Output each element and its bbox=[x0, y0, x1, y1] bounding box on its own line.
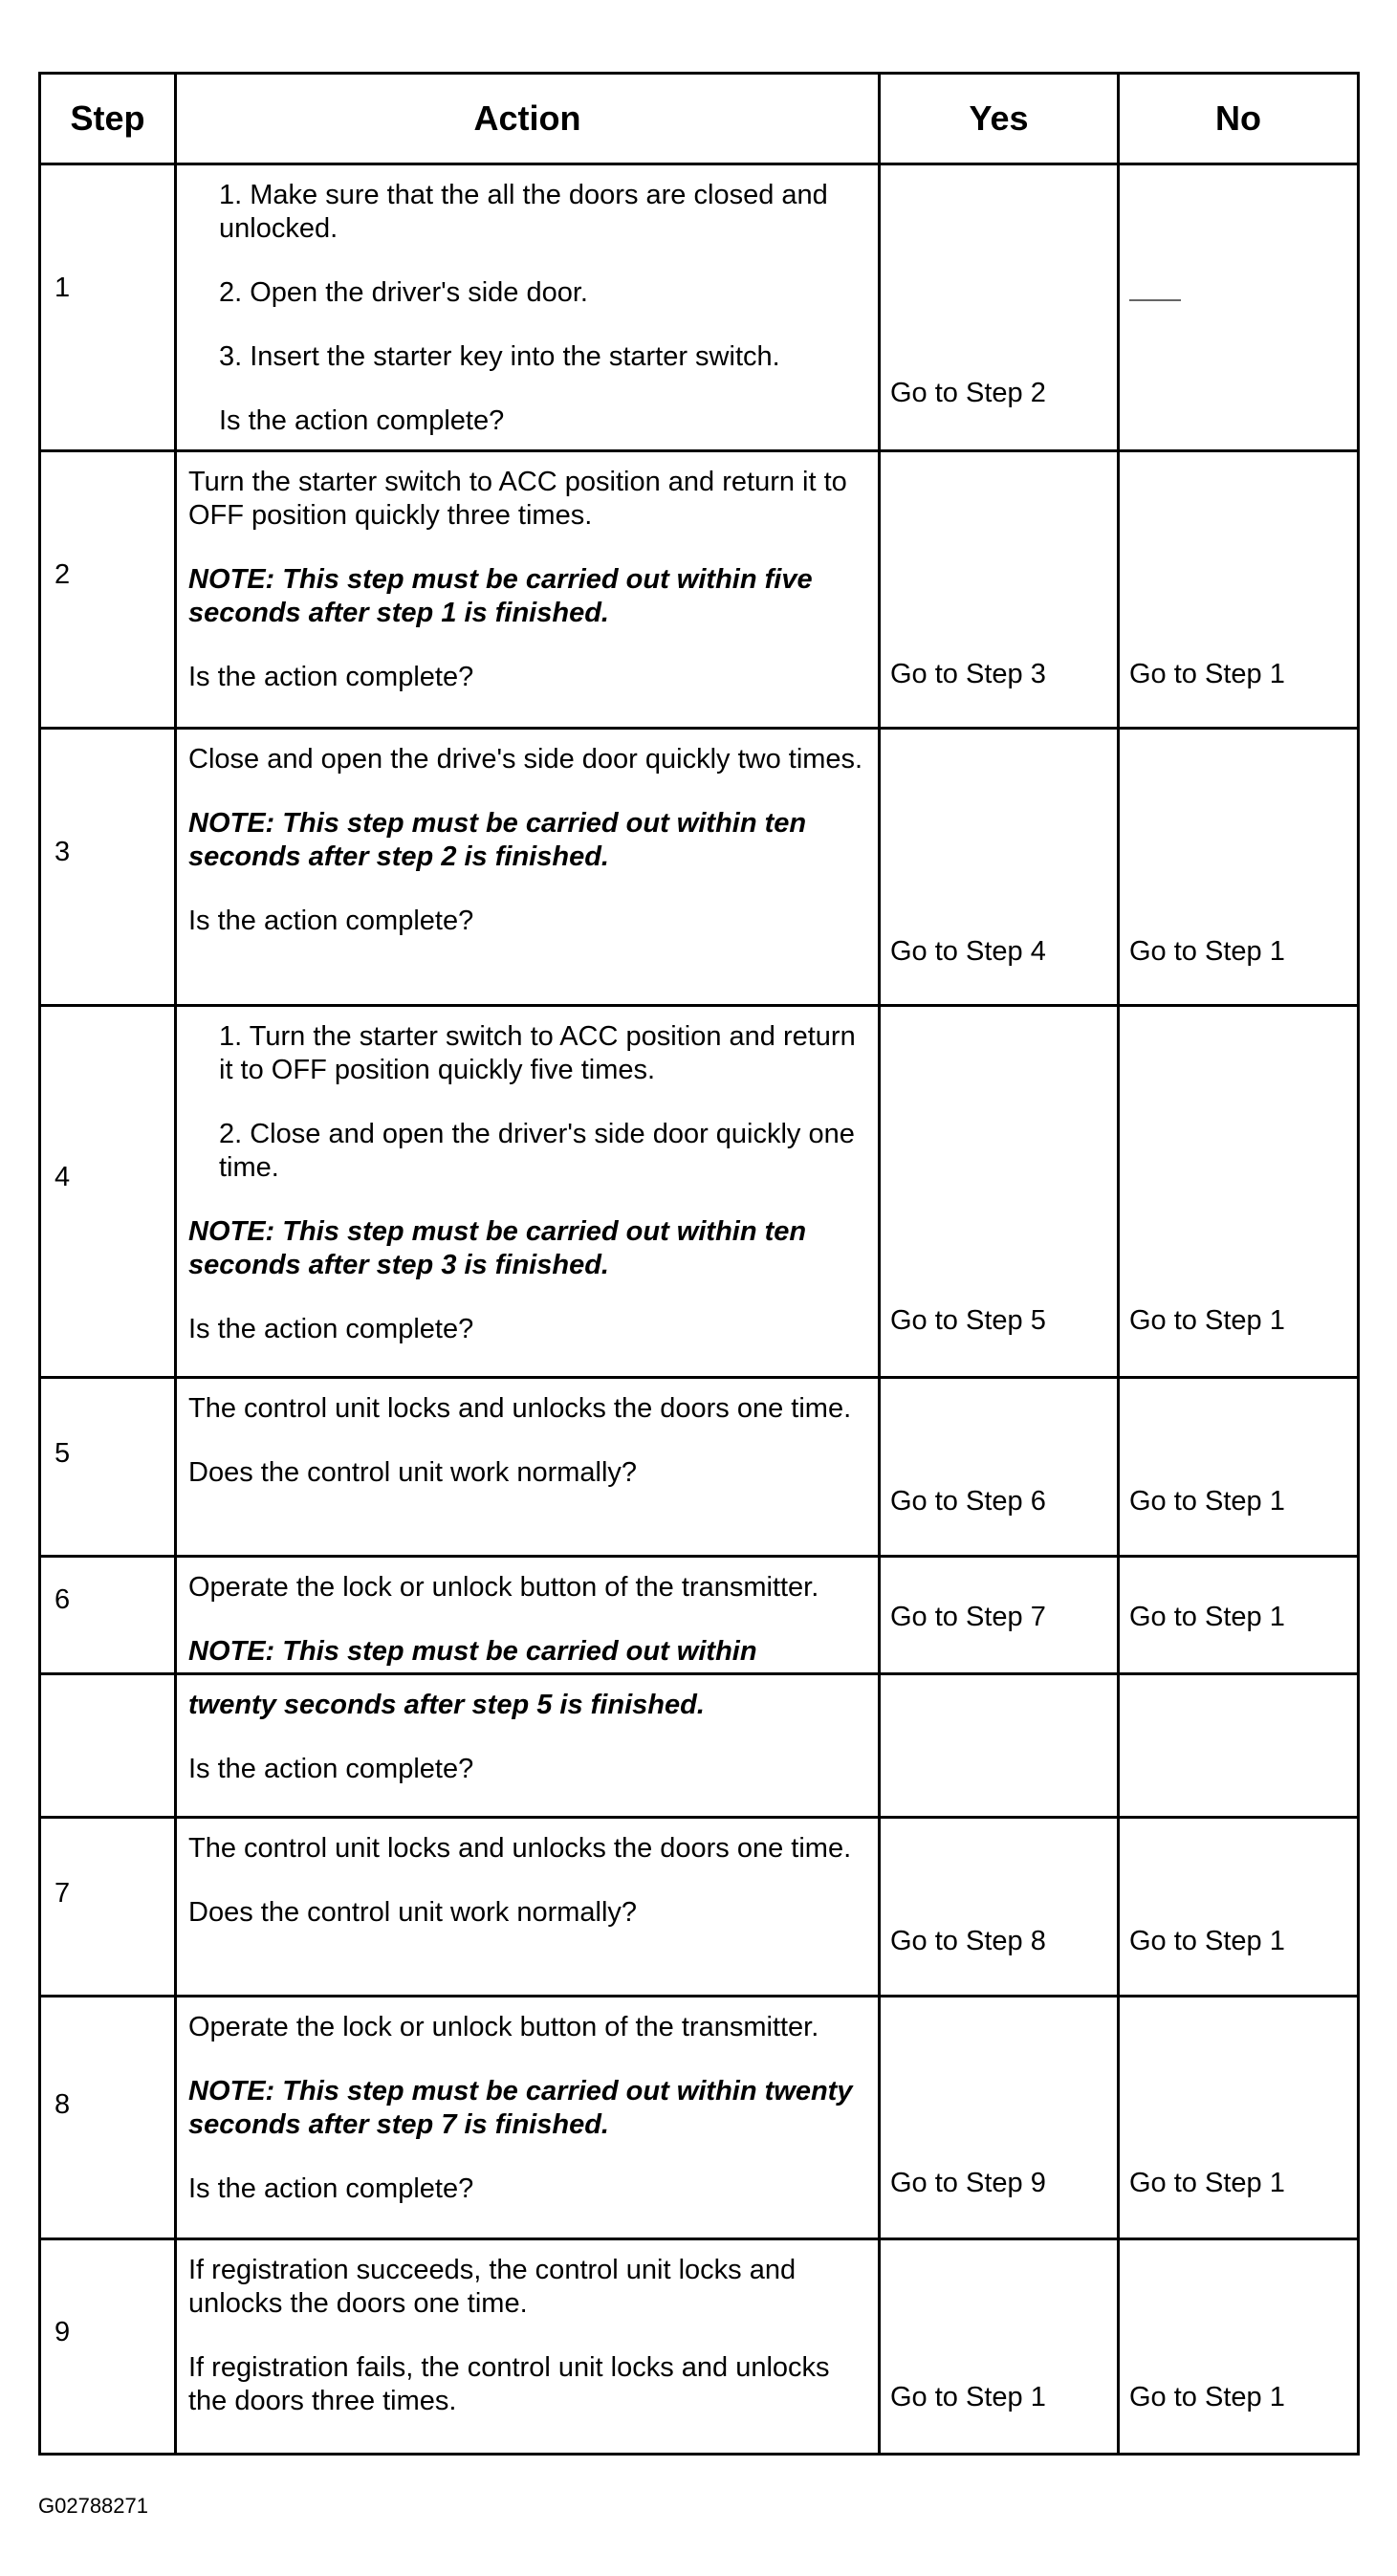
action-text: 1. Make sure that the all the doors are closed and unlocked. bbox=[219, 180, 828, 244]
no-result: Go to Step 1 bbox=[1129, 1305, 1285, 1336]
yes-result: Go to Step 9 bbox=[890, 2168, 1046, 2198]
step-number: 6 bbox=[55, 1584, 71, 1615]
no-result: Go to Step 1 bbox=[1129, 1926, 1285, 1956]
action-text: Does the control unit work normally? bbox=[188, 1897, 638, 1928]
action-note: NOTE: This step must be carried out within ten seconds after step 2 is finished. bbox=[188, 808, 807, 872]
figure-id: G02788271 bbox=[38, 2494, 148, 2518]
action-note: twenty seconds after step 5 is finished. bbox=[188, 1690, 705, 1720]
step-number: 5 bbox=[55, 1438, 71, 1469]
header-step: Step bbox=[41, 75, 177, 163]
table-row bbox=[38, 1819, 1360, 1997]
step-number: 1 bbox=[55, 273, 71, 303]
action-text: Does the control unit work normally? bbox=[188, 1457, 638, 1488]
yes-result: Go to Step 7 bbox=[890, 1602, 1046, 1632]
action-text: If registration succeeds, the control unit locks and unlocks the doors one time. bbox=[188, 2255, 797, 2319]
step-number: 9 bbox=[55, 2317, 71, 2347]
no-result-dash bbox=[1129, 299, 1181, 301]
yes-result: Go to Step 1 bbox=[890, 2382, 1046, 2412]
action-text: 3. Insert the starter key into the starter switch. bbox=[219, 341, 780, 372]
header-action: Action bbox=[177, 75, 881, 163]
no-result: Go to Step 1 bbox=[1129, 1602, 1285, 1632]
step-number: 8 bbox=[55, 2089, 71, 2120]
action-text: The control unit locks and unlocks the doors one time. bbox=[188, 1833, 852, 1864]
action-text: Is the action complete? bbox=[188, 2173, 474, 2204]
action-text: 2. Open the driver's side door. bbox=[219, 277, 588, 308]
table-row-continuation bbox=[38, 1675, 1360, 1819]
action-text: 1. Turn the starter switch to ACC position and return it to OFF position quickly five times. bbox=[219, 1021, 856, 1085]
header-no: No bbox=[1215, 98, 1261, 138]
no-result: Go to Step 1 bbox=[1129, 936, 1285, 967]
table-row bbox=[38, 165, 1360, 452]
action-note: NOTE: This step must be carried out within five seconds after step 1 is finished. bbox=[188, 564, 813, 628]
action-text: Close and open the drive's side door quickly two times. bbox=[188, 744, 863, 775]
step-number: 7 bbox=[55, 1878, 71, 1909]
action-text: Operate the lock or unlock button of the transmitter. bbox=[188, 2012, 819, 2042]
yes-result: Go to Step 4 bbox=[890, 936, 1046, 967]
step-number: 4 bbox=[55, 1162, 71, 1192]
no-result: Go to Step 1 bbox=[1129, 659, 1285, 689]
action-text: Turn the starter switch to ACC position and return it to OFF position quickly three times. bbox=[188, 467, 847, 531]
no-result: Go to Step 1 bbox=[1129, 2168, 1285, 2198]
no-result: Go to Step 1 bbox=[1129, 1486, 1285, 1517]
table-row bbox=[38, 1997, 1360, 2240]
table-header bbox=[38, 72, 1360, 165]
action-text: Is the action complete? bbox=[188, 1314, 474, 1344]
step-number: 3 bbox=[55, 837, 71, 867]
action-text: Is the action complete? bbox=[219, 405, 505, 436]
table-row bbox=[38, 2240, 1360, 2456]
table-row bbox=[38, 1558, 1360, 1675]
action-text: The control unit locks and unlocks the doors one time. bbox=[188, 1393, 852, 1424]
yes-result: Go to Step 3 bbox=[890, 659, 1046, 689]
table-row bbox=[38, 730, 1360, 1007]
table-row bbox=[38, 452, 1360, 730]
action-note: NOTE: This step must be carried out within twenty seconds after step 7 is finished. bbox=[188, 2076, 853, 2140]
yes-result: Go to Step 5 bbox=[890, 1305, 1046, 1336]
action-note: NOTE: This step must be carried out within bbox=[188, 1636, 757, 1667]
action-text: Is the action complete? bbox=[188, 906, 474, 936]
action-text: Is the action complete? bbox=[188, 1754, 474, 1784]
action-text: If registration fails, the control unit locks and unlocks the doors three times. bbox=[188, 2352, 830, 2416]
header-yes: Yes bbox=[881, 75, 1120, 163]
action-note: NOTE: This step must be carried out within ten seconds after step 3 is finished. bbox=[188, 1216, 807, 1280]
action-text: Operate the lock or unlock button of the transmitter. bbox=[188, 1572, 819, 1603]
action-text: Is the action complete? bbox=[188, 662, 474, 692]
action-text: 2. Close and open the driver's side door quickly one time. bbox=[219, 1119, 855, 1183]
table-row bbox=[38, 1379, 1360, 1558]
yes-result: Go to Step 6 bbox=[890, 1486, 1046, 1517]
diagnostic-table bbox=[38, 72, 1360, 2456]
table-row bbox=[38, 1007, 1360, 1379]
no-result: Go to Step 1 bbox=[1129, 2382, 1285, 2412]
step-number: 2 bbox=[55, 559, 71, 590]
yes-result: Go to Step 2 bbox=[890, 378, 1046, 408]
yes-result: Go to Step 8 bbox=[890, 1926, 1046, 1956]
